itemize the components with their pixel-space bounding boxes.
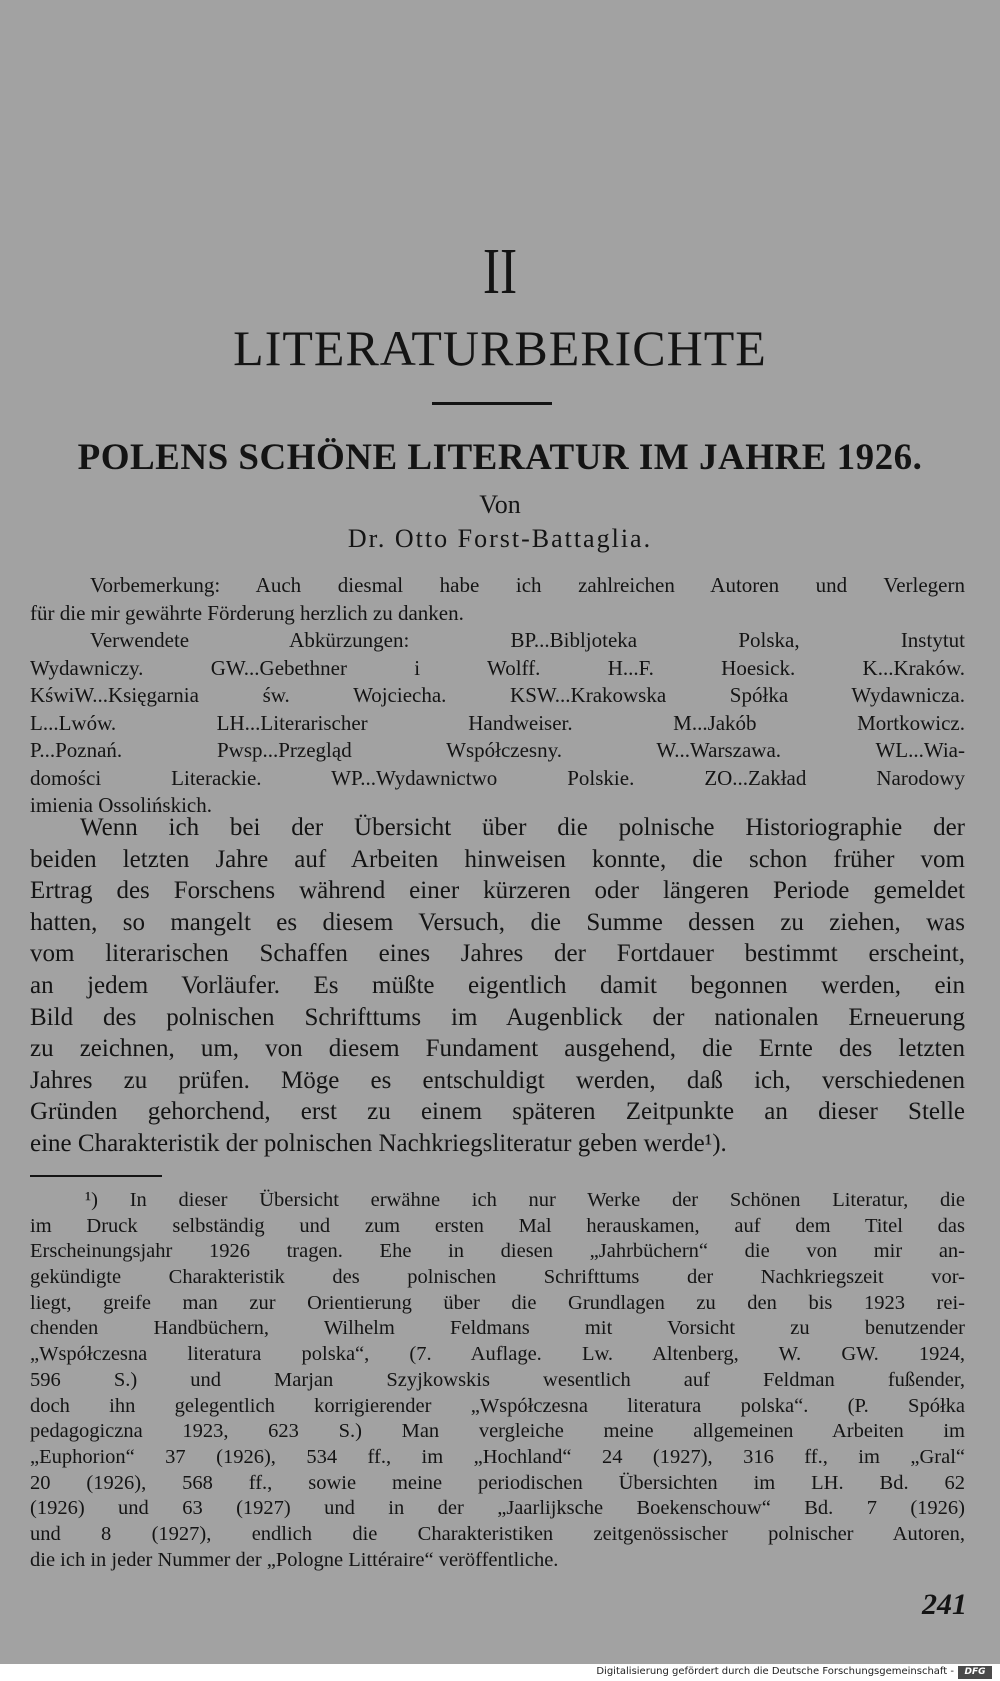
footnote-line: die ich in jeder Nummer der „Pologne Littéraire“ veröffentliche. [30, 1548, 559, 1571]
body-line: zu zeichnen, um, von diesem Fundament ausgehend, die Ernte des letzten [30, 1035, 965, 1063]
footnote [30, 1188, 965, 1573]
note-line: Verwendete Abkürzungen: BP...Bibljoteka Polska, Instytut [90, 628, 965, 652]
footnote-line: und 8 (1927), endlich die Charakteristiken zeitgenössischer polnischer Autoren, [30, 1522, 965, 1545]
page-number: 241 [922, 1588, 967, 1621]
body-line: Bild des polnischen Schrifttums im Augenblick der nationalen Erneuerung [30, 1003, 965, 1031]
title-divider [432, 402, 552, 405]
body-line: eine Charakteristik der polnischen Nachkriegsliteratur geben werde¹). [30, 1129, 727, 1157]
footnote-divider [30, 1175, 162, 1177]
footnote-line: pedagogiczna 1923, 623 S.) Man vergleiche meine allgemeinen Arbeiten im [30, 1420, 965, 1443]
note-line: L...Lwów. LH...Literarischer Handweiser. M...Jakób Mortkowicz. [30, 710, 965, 735]
note-line: Vorbemerkung: Auch diesmal habe ich zahlreichen Autoren und Verlegern [90, 573, 965, 597]
section-title: LITERATURBERICHTE [233, 320, 767, 376]
body-line: Wenn ich bei der Übersicht über die polnische Historiographie der [80, 814, 965, 841]
footnote-line: (1926) und 63 (1927) und in der „Jaarlijksche Boekenschouw“ Bd. 7 (1926) [30, 1497, 965, 1520]
note-line: domości Literackie. WP...Wydawnictwo Polskie. ZO...Zakład Narodowy [30, 765, 965, 790]
note-line: Wydawniczy. GW...Gebethner i Wolff. H...F. Hoesick. K...Kraków. [30, 655, 965, 680]
body-line: Ertrag des Forschens während einer kürzeren oder längeren Periode gemeldet [30, 877, 965, 905]
footnote-line: doch ihn gelegentlich korrigierender „Współczesna literatura polska“. (P. Spółka [30, 1394, 965, 1417]
body-line: Gründen gehorchend, erst zu einem späteren Zeitpunkte an dieser Stelle [30, 1098, 965, 1126]
footnote-line: „Współczesna literatura polska“, (7. Auflage. Lw. Altenberg, W. GW. 1924, [30, 1343, 965, 1366]
section-number: II [482, 235, 518, 308]
note-line: KświW...Księgarnia św. Wojciecha. KSW...Krakowska Spółka Wydawnicza. [30, 683, 965, 707]
body-line: vom literarischen Schaffen eines Jahres der Fortdauer bestimmt erscheint, [30, 940, 965, 968]
footnote-line: „Euphorion“ 37 (1926), 534 ff., im „Hochland“ 24 (1927), 316 ff., im „Gral“ [30, 1445, 965, 1468]
footnote-line: chenden Handbüchern, Wilhelm Feldmans mit Vorsicht zu benutzender [30, 1317, 965, 1340]
dfg-logo-icon: DFG [958, 1666, 992, 1679]
byline-von: Von [479, 490, 521, 519]
footnote-line: Erscheinungsjahr 1926 tragen. Ehe in diesen „Jahrbüchern“ die von mir an- [30, 1240, 965, 1263]
byline-author: Dr. Otto Forst-Battaglia. [347, 524, 653, 553]
body-paragraph [30, 812, 965, 1160]
footer-credit: Digitalisierung gefördert durch die Deutsche Forschungsgemeinschaft - [596, 1666, 954, 1677]
note-line: P...Poznań. Pwsp...Przegląd Współczesny. W...Warszawa. WL...Wia- [30, 738, 965, 762]
footnote-line: 20 (1926), 568 ff., sowie meine periodischen Übersichten im LH. Bd. 62 [30, 1471, 965, 1494]
note-line: für die mir gewährte Förderung herzlich zu danken. [30, 600, 464, 625]
note-line: imienia Ossolińskich. [30, 793, 212, 817]
footnote-line: ¹) In dieser Übersicht erwähne ich nur Werke der Schönen Literatur, die [85, 1189, 965, 1211]
body-line: Jahres zu prüfen. Möge es entschuldigt werden, daß ich, verschiedenen [30, 1066, 965, 1094]
body-line: beiden letzten Jahre auf Arbeiten hinweisen konnte, die schon früher vom [30, 845, 965, 873]
body-line: an jedem Vorläufer. Es müßte eigentlich damit begonnen werden, ein [30, 971, 965, 999]
preliminary-note [30, 572, 965, 820]
footnote-line: gekündigte Charakteristik des polnischen Schrifttums der Nachkriegszeit vor- [30, 1266, 965, 1289]
footnote-line: liegt, greife man zur Orientierung über die Grundlagen zu den bis 1923 rei- [30, 1291, 965, 1314]
footnote-line: 596 S.) und Marjan Szyjkowskis wesentlich auf Feldman fußender, [30, 1368, 965, 1391]
body-line: hatten, so mangelt es diesem Versuch, die Summe dessen zu ziehen, was [30, 908, 965, 936]
article-title: POLENS SCHÖNE LITERATUR IM JAHRE 1926. [77, 437, 923, 478]
footnote-line: im Druck selbständig und zum ersten Mal herauskamen, auf dem Titel das [30, 1214, 965, 1237]
